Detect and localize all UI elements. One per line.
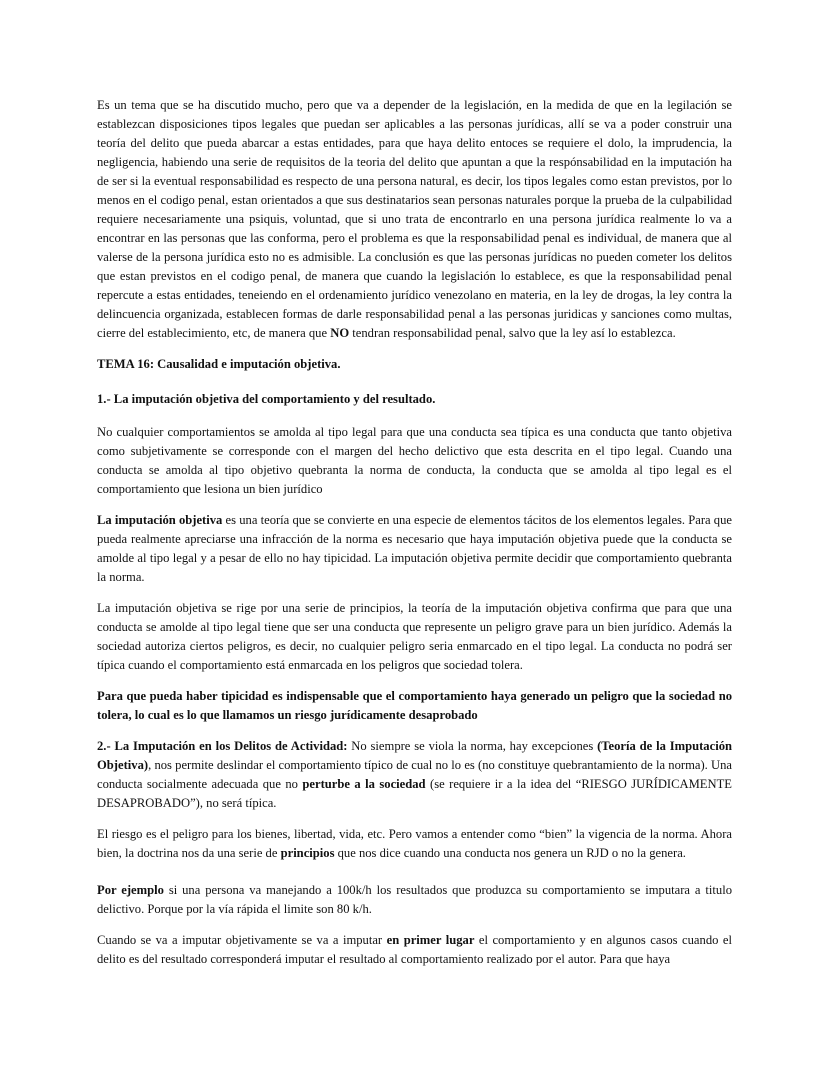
riesgo-bold: principios [280,846,335,860]
section1-heading: 1.- La imputación objetiva del comportamiento y del resultado. [97,392,436,406]
tipicidad-bold: Para que pueda haber tipicidad es indispensable que el comportamiento haya generado un peligro que la sociedad no tolera, lo cual es lo que llamamos un riesgo jurídicamente desaprobado [97,689,732,722]
ejemplo-bold: Por ejemplo [97,883,164,897]
section2-bold-c: perturbe a la sociedad [302,777,426,791]
intro-tail: tendran responsabilidad penal, salvo que la ley así lo establezca. [349,326,676,340]
cuando-text-b: el comportamiento y en algunos casos cuando el delito es del resultado corresponderá imputar el resultado al comportamiento realizado por el autor. Para que haya [97,933,732,966]
section2-text-a: No siempre se viola la norma, hay excepciones [347,739,598,753]
tema-heading: TEMA 16: Causalidad e imputación objetiva. [97,357,341,371]
section2-bold-a: 2.- La Imputación en los Delitos de Actividad: [97,739,348,753]
section2-paragraph [97,737,732,813]
cuando-bold: en primer lugar [386,933,475,947]
paragraph-cuando [97,931,732,969]
cuando-text-a: Cuando se va a imputar objetivamente se va a imputar [97,933,387,947]
intro-paragraph [97,96,732,343]
intro-text: Es un tema que se ha discutido mucho, pero que va a depender de la legislación, en la medida de que en la legilación se establezcan disposiciones tipos legales que puedan ser aplicables a las personas jurídicas, allí se va a poder construir una teoría del delito que pueda abarcar a estas entidades, para que haya delito entoces se requiere el dolo, la imprudencia, la negligencia, habiendo una serie de requisitos de la teoria del delito que apuntan a que la respónsabilidad en la imputación ha de ser si la eventual responsabilidad es respecto de una persona natural, es decir, los tipos legales como estan previstos, por lo menos en el codigo penal, estan orientados a que sus destinatarios sean personas naturales porque la prueba de la culpabilidad requiere necesariamente una psiquis, voluntad, que si uno trata de encontrarlo en una persona jurídica realmente lo va a encontrar en las personas que las conforma, pero el problema es que la responsabilidad penal es individual, de manera que al valerse de la persona jurídica esto no es admisible. La conclusión es que las personas jurídicas no pueden cometer los delitos que estan previstos en el codigo penal, de manera que cuando la legislación lo establece, es que la responsabilidad penal repercute a estas entidades, teneiendo en el ordenamiento jurídico venezolano en materia, en la ley de drogas, la ley contra la delincuencia organizada, establecen formas de darle responsabilidad penal a las personas juridicas y sanciones como multas, cierre del establecimiento, etc, de manera que [97,98,732,340]
section2-text-c: (se requiere ir a la idea del “RIESGO JURÍDICAMENTE DESAPROBADO”), no será típica. [97,777,732,810]
imputacion-text: es una teoría que se convierte en una especie de elementos tácitos de los elementos legales. Para que pueda realmente apreciarse una infracción de la norma es necesario que haya imputación objetiva puede que la conducta se amolde al tipo legal y a pesar de ello no hay tipicidad. La imputación objetiva permite decidir que comportamiento quebranta la norma. [97,513,732,584]
ejemplo-text: si una persona va manejando a 100k/h los resultados que produzca su comportamiento se imputara a titulo delictivo. Porque por la vía rápida el limite son 80 k/h. [97,883,732,916]
paragraph-tipicidad [97,687,732,725]
riesgo-text-a: El riesgo es el peligro para los bienes, libertad, vida, etc. Pero vamos a entender como “bien” la vigencia de la norma. Ahora bien, la doctrina nos da una serie de [97,827,732,860]
paragraph-riesgo [97,825,732,863]
paragraph-no-cualquier: No cualquier comportamientos se amolda al tipo legal para que una conducta sea típica es una conducta que tanto objetiva como subjetivamente se corresponde con el margen del hecho delictivo que esta descrita en el tipo legal. Cuando una conducta se amolda al tipo objetivo quebranta la norma de conducta, la conducta que se amolda al tipo legal es el comportamiento que lesiona un bien jurídico [97,425,732,496]
intro-bold-no: NO [330,326,350,340]
section2-text-b: , nos permite deslindar el comportamiento típico de cual no lo es (no constituye quebrantamiento de la norma). Una conducta socialmente adecuada que no [97,758,732,791]
riesgo-text-b: que nos dice cuando una conducta nos genera un RJD o no la genera. [334,846,686,860]
section2-bold-b: (Teoría de la Imputación Objetiva) [97,739,732,772]
paragraph-ejemplo [97,881,732,919]
paragraph-principios: La imputación objetiva se rige por una serie de principios, la teoría de la imputación objetiva confirma que para que una conducta se amolde al tipo legal tiene que ser una conducta que represente un peligro grave para un bien jurídico. Además la sociedad autoriza ciertos peligros, es decir, no cualquier peligro seria enmarcado en el tipo legal. La conducta no podrá ser típica cuando el comportamiento está enmarcada en los peligros que sociedad tolera. [97,601,732,672]
paragraph-imputacion-objetiva [97,511,732,587]
imputacion-bold: La imputación objetiva [97,513,223,527]
